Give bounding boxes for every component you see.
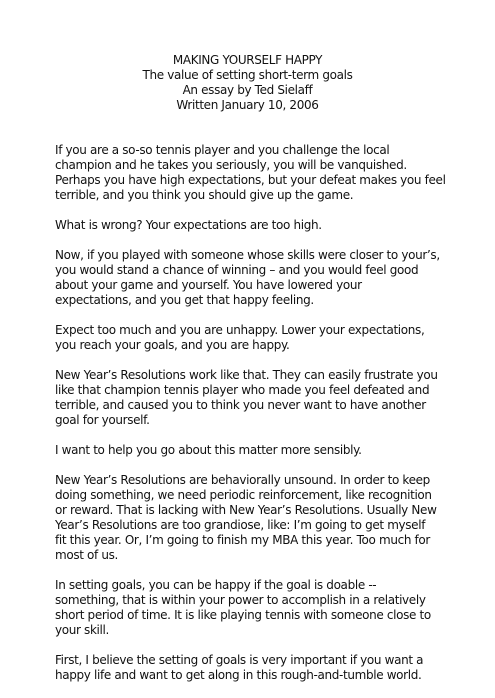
text-line: Year’s Resolutions are too grandiose, like: I’m going to get myself — [55, 518, 426, 532]
text-line: your skill. — [55, 623, 109, 637]
text-line: terrible, and caused you to think you never want to have another — [55, 398, 426, 412]
paragraph — [55, 473, 495, 563]
text-line: happy life and want to get along in this rough-and-tumble world. — [55, 668, 422, 682]
paragraph — [55, 368, 495, 428]
text-line: most of us. — [55, 548, 119, 562]
text-line: Now, if you played with someone whose skills were closer to your’s, — [55, 248, 440, 262]
essay-byline: An essay by Ted Sielaff — [182, 83, 313, 97]
essay-subtitle: The value of setting short-term goals — [142, 68, 353, 82]
text-line: Expect too much and you are unhappy. Lower your expectations, — [55, 323, 425, 337]
essay-body — [55, 143, 495, 698]
paragraph — [55, 218, 495, 233]
essay-date: Written January 10, 2006 — [176, 98, 319, 112]
paragraph — [55, 323, 495, 353]
text-line: I want to help you go about this matter more sensibly. — [55, 443, 362, 457]
text-line: goal for yourself. — [55, 413, 150, 427]
text-line: If you are a so-so tennis player and you challenge the local — [55, 143, 390, 157]
text-line: expectations, and you get that happy feeling. — [55, 293, 314, 307]
text-line: or reward. That is lacking with New Year’s Resolutions. Usually New — [55, 503, 437, 517]
text-line: New Year’s Resolutions work like that. They can easily frustrate you — [55, 368, 438, 382]
paragraph — [55, 143, 495, 203]
paragraph — [55, 443, 495, 458]
text-line: about your game and yourself. You have lowered your — [55, 278, 362, 292]
text-line: short period of time. It is like playing tennis with someone close to — [55, 608, 431, 622]
text-line: New Year’s Resolutions are behaviorally unsound. In order to keep — [55, 473, 430, 487]
text-line: Perhaps you have high expectations, but your defeat makes you feel — [55, 173, 446, 187]
essay-title: MAKING YOURSELF HAPPY — [172, 53, 323, 67]
text-line: something, that is within your power to accomplish in a relatively — [55, 593, 426, 607]
paragraph — [55, 248, 495, 308]
text-line: In setting goals, you can be happy if the goal is doable -- — [55, 578, 377, 592]
text-line: What is wrong? Your expectations are too high. — [55, 218, 322, 232]
text-line: First, I believe the setting of goals is very important if you want a — [55, 653, 424, 667]
essay-header — [0, 53, 495, 113]
text-line: terrible, and you think you should give up the game. — [55, 188, 354, 202]
text-line: doing something, we need periodic reinforcement, like recognition — [55, 488, 432, 502]
text-line: you reach your goals, and you are happy. — [55, 338, 290, 352]
paragraph — [55, 653, 495, 683]
paragraph — [55, 578, 495, 638]
text-line: champion and he takes you seriously, you will be vanquished. — [55, 158, 407, 172]
text-line: you would stand a chance of winning – and you would feel good — [55, 263, 419, 277]
text-line: like that champion tennis player who made you feel defeated and — [55, 383, 430, 397]
text-line: fit this year. Or, I’m going to finish my MBA this year. Too much for — [55, 533, 430, 547]
